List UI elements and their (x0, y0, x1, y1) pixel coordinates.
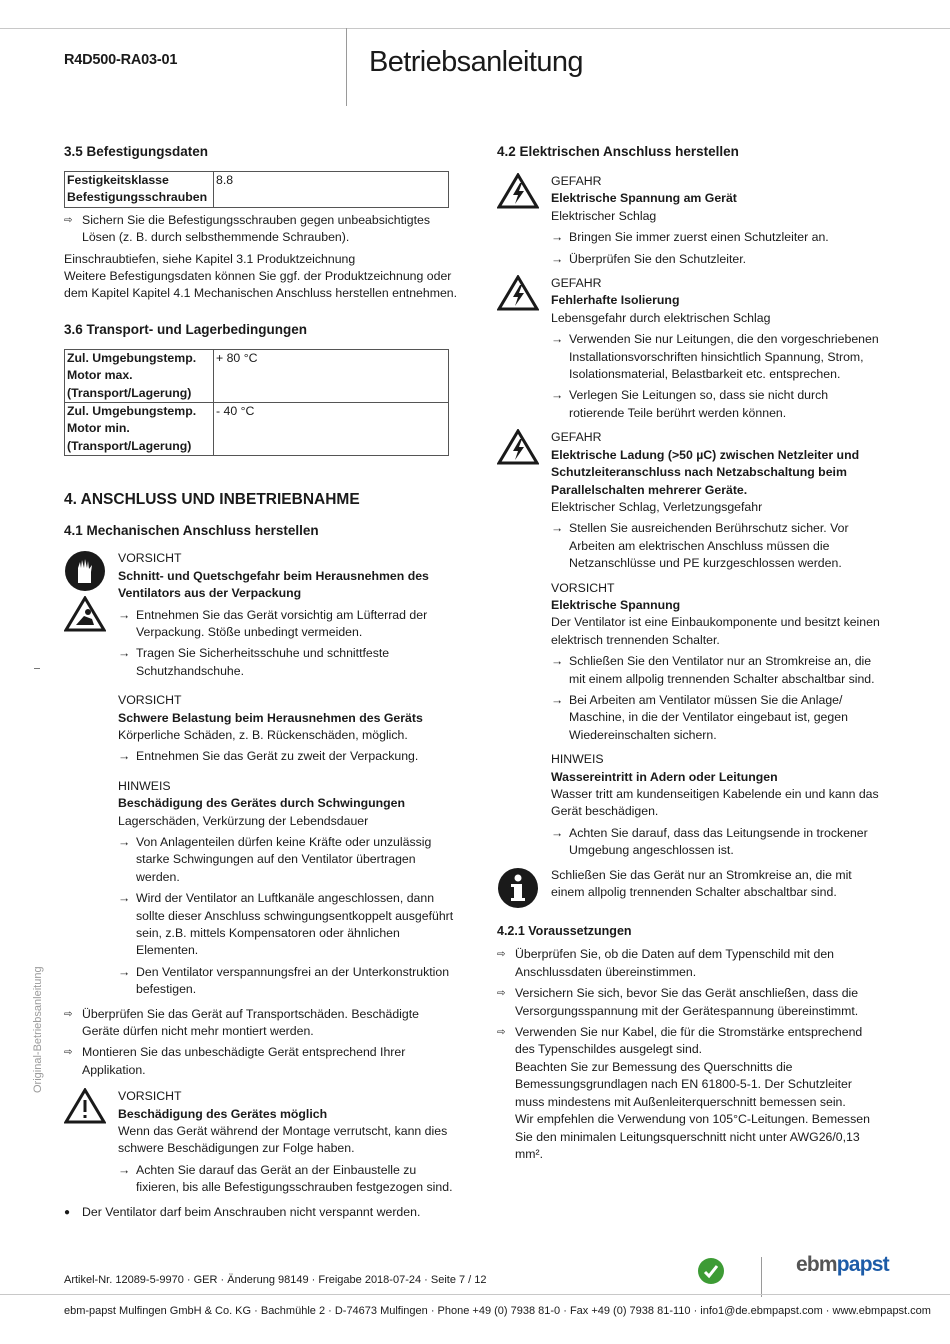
document-title: Betriebsanleitung (369, 46, 583, 78)
left-column (64, 143, 458, 1225)
arrow-icon: → (551, 230, 564, 245)
table-value: + 80 °C (214, 349, 449, 402)
notice-level: GEFAHR (551, 276, 602, 291)
list-item: ⇨ Versichern Sie sich, bevor Sie das Gerät anschließen, dass die Versorgungsspannung mit der Gerätespannung übereinstimmt. (497, 986, 859, 1018)
right-column (497, 143, 881, 1167)
arrow-icon: → (551, 332, 564, 347)
notice-title: Elektrische Ladung (>50 µC) zwischen Netzleiter und Schutzleiteranschluss nach Netzabschaltung beim Parallelschalten mehrerer Geräte. (551, 447, 860, 497)
notice-level: HINWEIS (551, 752, 604, 767)
info-text: Schließen Sie das Gerät nur an Stromkreise an, die mit einem allpolig trennenden Schalter abschaltbar sind. (551, 867, 852, 900)
list-item: → Bei Arbeiten am Ventilator müssen Sie die Anlage/ Maschine, in die der Ventilator eingebaut ist, gegen Wiedereinschalten sichern. (551, 692, 848, 742)
arrow-icon: → (118, 1162, 131, 1177)
table-value: 8.8 (214, 172, 449, 208)
arrow-icon: → (118, 834, 131, 849)
notice-level: VORSICHT (118, 551, 182, 566)
list-item: ⇨ Verwenden Sie nur Kabel, die für die Stromstärke entsprechend des Typenschildes ausgelegt sind. Beachten Sie zur Bemessung des Querschnitts die Bemessungsgrundlagen nach EN 61800-5-1. Der Schutzleiter muss mindestens mit Außenleiterquerschnitt bemessen sein. Wir empfehlen die Verwendung von 105°C-Leitungen. Bemessen Sie den minimalen Leitungsquerschnitt nicht unter AWG26/0,13 mm². (497, 1025, 870, 1161)
brand-logo: ebmpapst (796, 1253, 889, 1276)
list-item: → Tragen Sie Sicherheitsschuhe und schnittfeste Schutzhandschuhe. (118, 646, 390, 678)
list-item: → Bringen Sie immer zuerst einen Schutzleiter an. (551, 229, 881, 246)
list-item: → Von Anlagenteilen dürfen keine Kräfte oder unzulässig starke Schwingungen auf den Ventilator übertragen werden. (118, 834, 432, 884)
arrow-icon: → (551, 521, 564, 536)
notice-desc: Der Ventilator ist eine Einbaukomponente und besitzt keinen elektrisch trennenden Schalter. (551, 615, 880, 647)
list-item: → Wird der Ventilator an Luftkanäle angeschlossen, dann sollte dieser Anschluss schwingungsentkoppelt ausgeführt sein, z.B. mittels Kompensatoren oder ähnlichen Elementen. (118, 891, 454, 958)
list-item: → Entnehmen Sie das Gerät zu zweit der Verpackung. (118, 748, 458, 765)
arrow-icon: → (551, 251, 564, 266)
list-item: → Den Ventilator verspannungsfrei an der Unterkonstruktion befestigen. (118, 964, 450, 997)
electric-hazard-icon (497, 429, 539, 470)
notice-level: VORSICHT (118, 693, 182, 708)
heading-4-2: 4.2 Elektrischen Anschluss herstellen (497, 144, 739, 159)
notice-desc: Elektrischer Schlag (551, 208, 657, 223)
table-key: Zul. Umgebungstemp. Motor min. (Transport/Lagerung) (65, 403, 214, 456)
list-item: → Achten Sie darauf das Gerät an der Einbaustelle zu fixieren, bis alle Befestigungsschrauben festgezogen sind. (118, 1162, 453, 1195)
green-tech-icon (697, 1257, 725, 1285)
arrow-icon: → (118, 964, 131, 979)
list-item: → Stellen Sie ausreichenden Berührschutz sicher. Vor Arbeiten am elektrischen Anschluss müssen die Netzanschlüsse und PE kurzgeschlossen werden. (551, 521, 849, 571)
list-item: → Überprüfen Sie den Schutzleiter. (551, 251, 881, 268)
arrow-icon: → (118, 607, 131, 622)
table-row (65, 349, 449, 402)
notice-desc: Wasser tritt am kundenseitigen Kabelende ein und kann das Gerät beschädigen. (551, 787, 879, 819)
bullet-dot-icon: ● (64, 1206, 71, 1218)
table-row (65, 403, 449, 456)
notice-title: Elektrische Spannung am Gerät (551, 191, 737, 206)
notice-cut-hazard (64, 550, 458, 998)
list-item: ⇨ Montieren Sie das unbeschädigte Gerät entsprechend Ihrer Applikation. (64, 1045, 406, 1077)
notice-insulation (497, 275, 881, 422)
arrow-icon: → (551, 825, 564, 840)
pointer-icon: ⇨ (64, 1008, 73, 1020)
notice-charge (497, 429, 881, 859)
notice-title: Beschädigung des Gerätes möglich (118, 1106, 328, 1121)
footer-rule (0, 1294, 950, 1295)
notice-desc: Lagerschäden, Verkürzung der Lebendsdauer (118, 813, 369, 828)
heading-3-5: 3.5 Befestigungsdaten (64, 144, 209, 159)
notice-desc: Körperliche Schäden, z. B. Rückenschäden, möglich. (118, 727, 408, 742)
electric-hazard-icon (497, 275, 539, 316)
heading-3-6: 3.6 Transport- und Lagerbedingungen (64, 321, 308, 337)
list-item: ⇨ Sichern Sie die Befestigungsschrauben gegen unbeabsichtigtes Lösen (z. B. durch selbsthemmende Schrauben). (64, 212, 430, 245)
list-item: → Verwenden Sie nur Leitungen, die den vorgeschriebenen Installationsvorschriften hinsichtlich Spannung, Strom, Isolationsmaterial, Belastbarkeit etc. entsprechen. (551, 332, 879, 382)
notice-damage (64, 1088, 458, 1196)
electric-hazard-icon (497, 173, 539, 214)
notice-level: VORSICHT (551, 580, 615, 595)
heading-4: 4. ANSCHLUSS UND INBETRIEBNAHME (64, 491, 360, 509)
heading-4-1: 4.1 Mechanischen Anschluss herstellen (64, 523, 319, 539)
list-item: ⇨ Überprüfen Sie, ob die Daten auf dem Typenschild mit den Anschlussdaten übereinstimmen. (497, 947, 834, 979)
margin-tick (34, 668, 40, 669)
list-item: ● Der Ventilator darf beim Anschrauben nicht verspannt werden. (64, 1204, 458, 1221)
product-code: R4D500-RA03-01 (64, 52, 178, 68)
header-rule (0, 28, 950, 29)
notice-level: HINWEIS (118, 778, 171, 793)
pointer-icon: ⇨ (64, 1047, 73, 1059)
notice-desc: Wenn das Gerät während der Montage verrutscht, kann dies schwere Beschädigungen zur Folge haben. (118, 1124, 448, 1156)
notice-title: Fehlerhafte Isolierung (551, 293, 680, 308)
warning-icon (64, 1088, 106, 1129)
notice-title: Schwere Belastung beim Herausnehmen des Geräts (118, 710, 423, 725)
arrow-icon: → (551, 692, 564, 707)
notice-title: Elektrische Spannung (551, 597, 681, 612)
side-label: Original-Betriebsanleitung (32, 966, 44, 1093)
notice-desc: Elektrischer Schlag, Verletzungsgefahr (551, 499, 763, 514)
table-key: Zul. Umgebungstemp. Motor max. (Transport/Lagerung) (65, 349, 214, 402)
footer-divider (761, 1257, 762, 1297)
notice-level: GEFAHR (551, 430, 602, 445)
pinch-warning-icon (64, 596, 106, 637)
header-divider (346, 28, 347, 106)
table-value: - 40 °C (214, 403, 449, 456)
list-item: ⇨ Überprüfen Sie das Gerät auf Transportschäden. Beschädigte Geräte dürfen nicht mehr montiert werden. (64, 1006, 419, 1039)
list-item: → Verlegen Sie Leitungen so, dass sie nicht durch rotierende Teile berührt werden können. (551, 388, 829, 420)
pointer-icon: ⇨ (497, 1027, 506, 1039)
notice-title: Wassereintritt in Adern oder Leitungen (551, 769, 778, 784)
notice-level: VORSICHT (118, 1089, 182, 1104)
notice-title: Schnitt- und Quetschgefahr beim Herausnehmen des Ventilators aus der Verpackung (118, 568, 429, 601)
list-item: → Schließen Sie den Ventilator nur an Stromkreise an, die mit einem allpolig trennenden Schalter abschaltbar sind. (551, 654, 875, 686)
paragraph: Einschraubtiefen, siehe Kapitel 3.1 Produktzeichnung (64, 251, 356, 266)
arrow-icon: → (118, 749, 131, 764)
pointer-icon: ⇨ (64, 214, 73, 226)
notice-title: Beschädigung des Gerätes durch Schwingungen (118, 796, 405, 811)
company-address: ebm-papst Mulfingen GmbH & Co. KG · Bachmühle 2 · D-74673 Mulfingen · Phone +49 (0) 7938 81-0 · Fax +49 (0) 7938 81-110 · info1@de.ebmpapst.com · www.ebmpapst.com (64, 1305, 931, 1317)
notice-voltage (497, 173, 881, 268)
fastening-table (64, 171, 449, 208)
list-item: → Achten Sie darauf, dass das Leitungsende in trockener Umgebung angeschlossen ist. (551, 825, 868, 858)
glove-icon (64, 550, 106, 597)
arrow-icon: → (118, 646, 131, 661)
paragraph: Weitere Befestigungsdaten können Sie ggf. der Produktzeichnung oder dem Kapitel Kapitel 4.1 Mechanischen Anschluss herstellen entnehmen. (64, 269, 458, 301)
notice-desc: Lebensgefahr durch elektrischen Schlag (551, 310, 771, 325)
arrow-icon: → (551, 388, 564, 403)
info-icon (497, 867, 539, 914)
transport-table (64, 349, 449, 456)
arrow-icon: → (118, 891, 131, 906)
pointer-icon: ⇨ (497, 949, 506, 961)
article-info: Artikel-Nr. 12089-5-9970 · GER · Änderung 98149 · Freigabe 2018-07-24 · Seite 7 / 12 (64, 1274, 487, 1286)
table-key: Festigkeitsklasse Befestigungsschrauben (65, 172, 214, 208)
list-item: → Entnehmen Sie das Gerät vorsichtig am Lüfterrad der Verpackung. Stöße unbedingt vermeiden. (118, 607, 428, 639)
arrow-icon: → (551, 654, 564, 669)
pointer-icon: ⇨ (497, 988, 506, 1000)
table-row (65, 172, 449, 208)
notice-info (497, 867, 881, 902)
heading-4-2-1: 4.2.1 Voraussetzungen (497, 924, 632, 939)
notice-level: GEFAHR (551, 174, 602, 188)
